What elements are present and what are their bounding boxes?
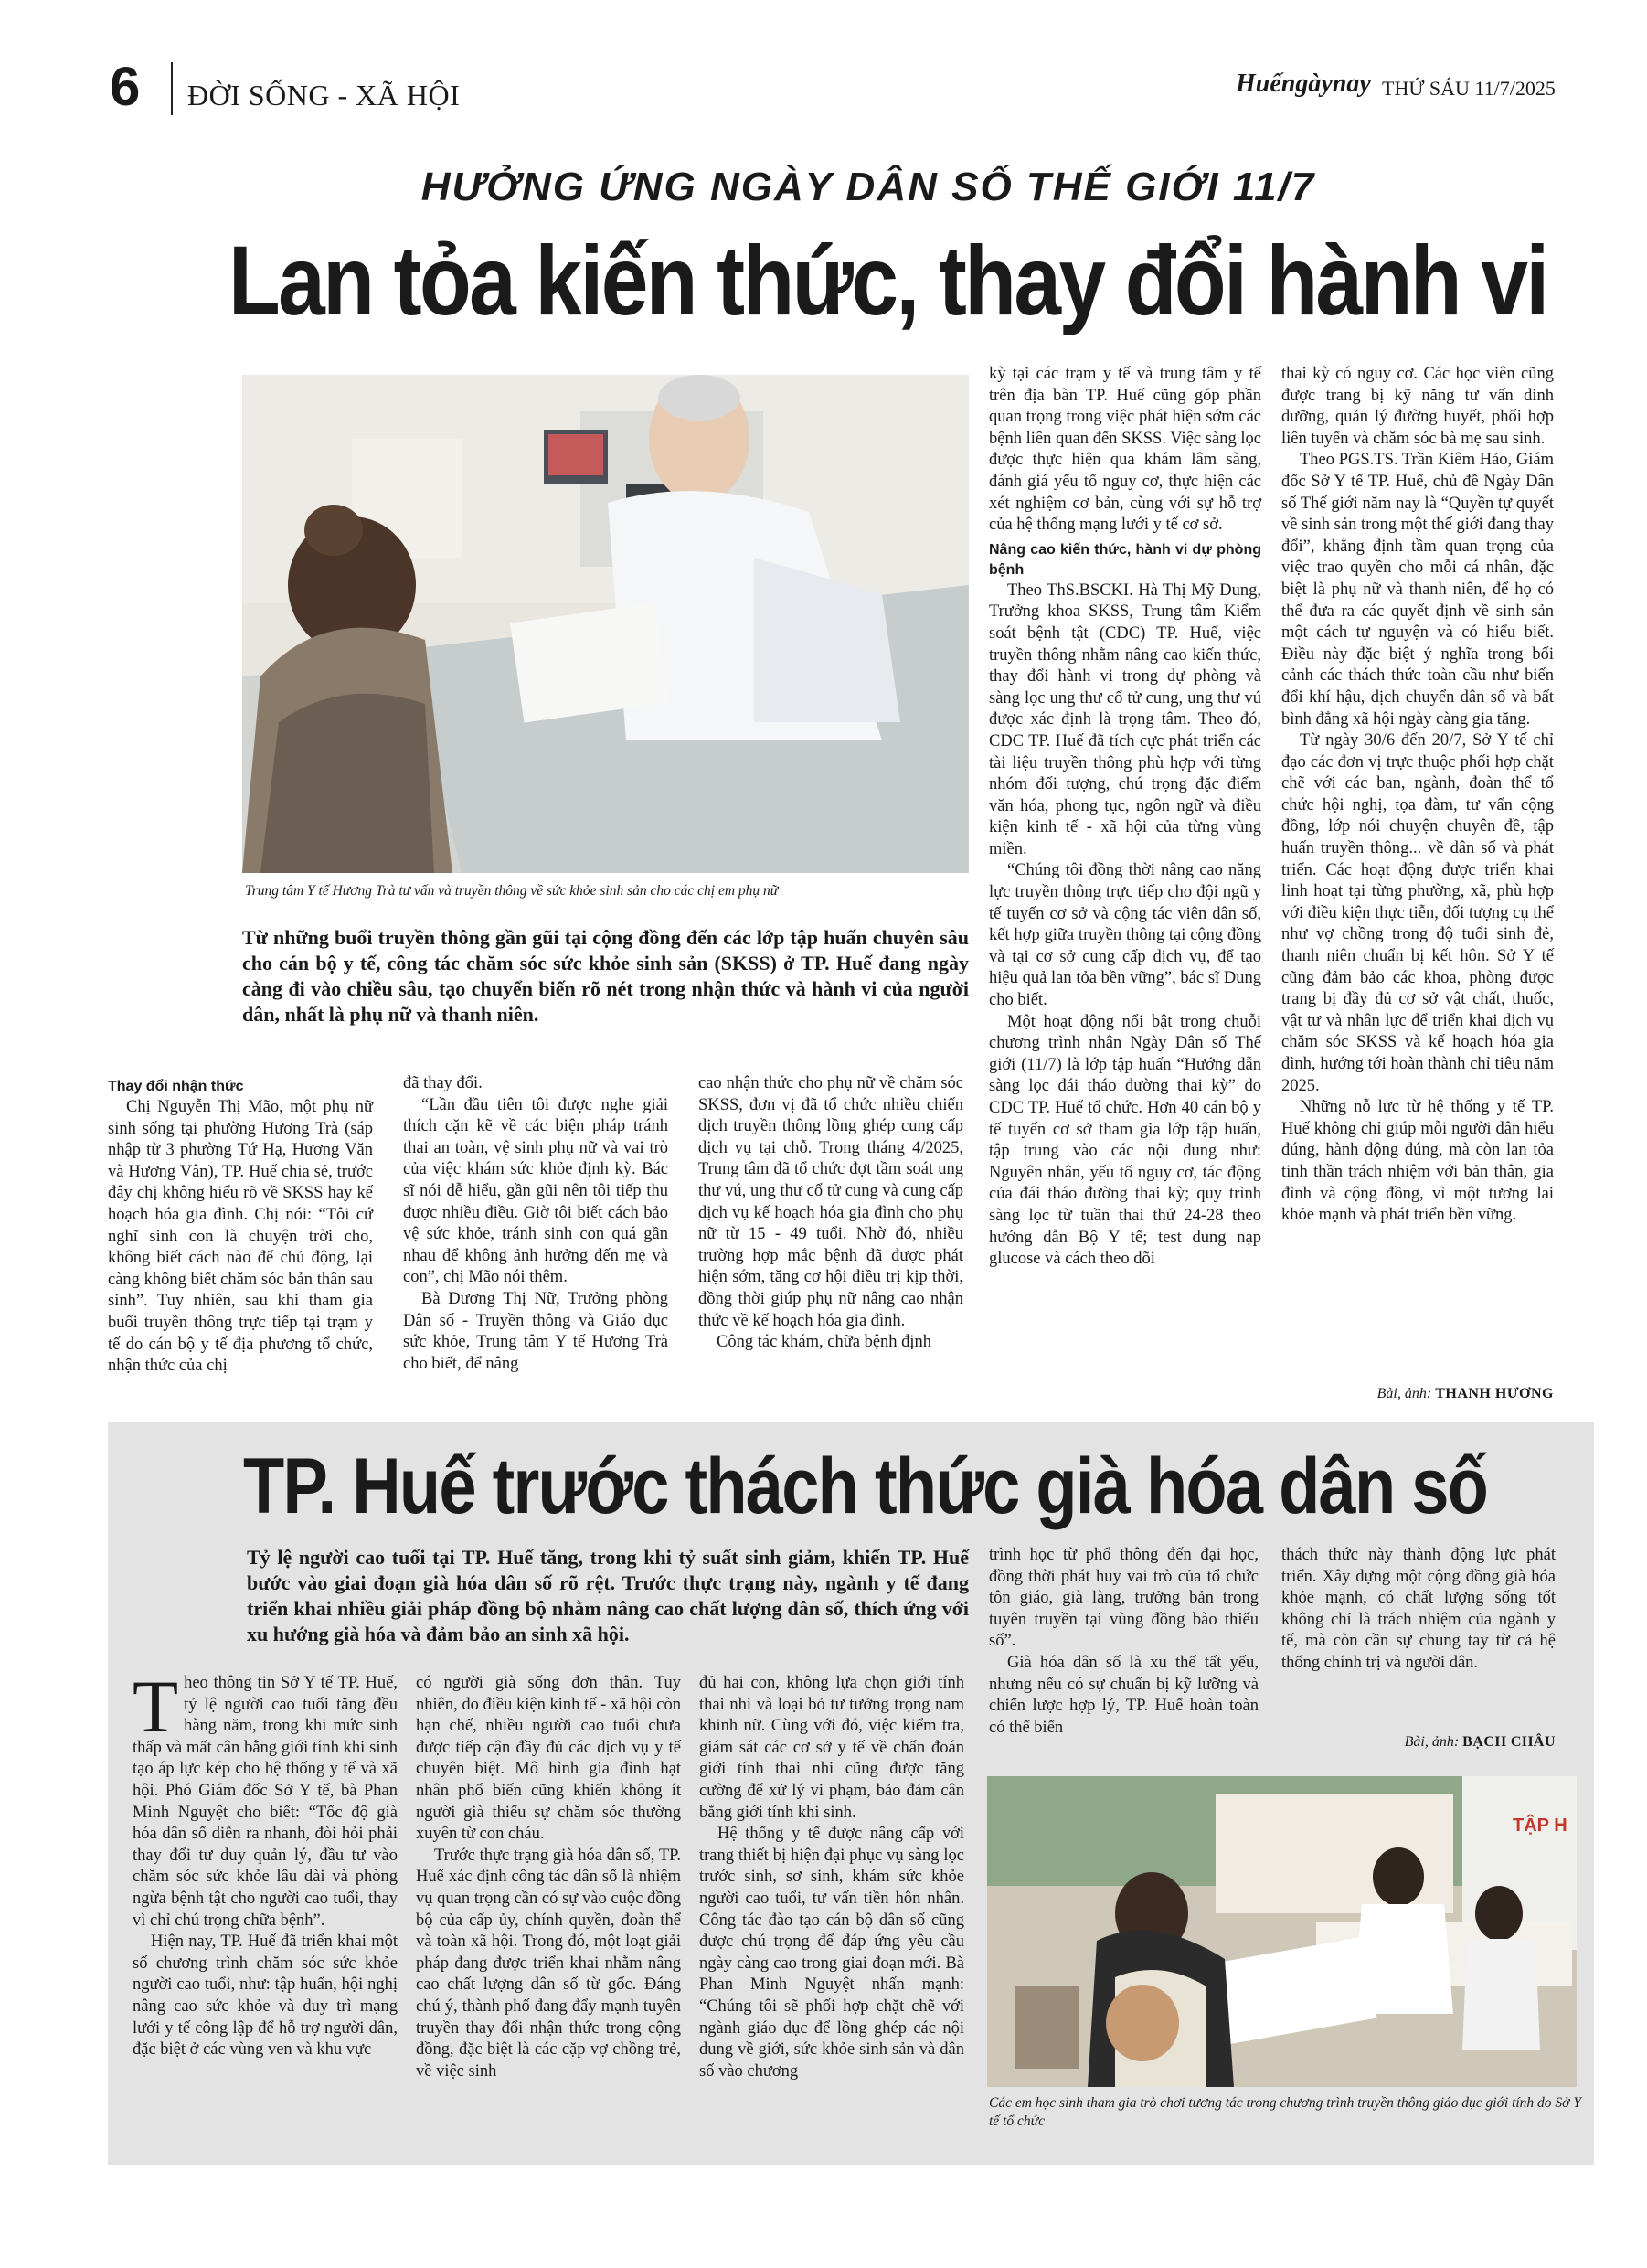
- article2-paragraph: có người già sống đơn thân. Tuy nhiên, do điều kiện kinh tế - xã hội còn hạn chế, nhiều người cao tuổi chưa được tiếp cận đầy đủ các dịch vụ y tế chuyên biệt. Mô hình gia đình hạt nhân phổ biến cũng khiến không ít người già thiếu sự chăm sóc thường xuyên từ con cháu.: [416, 1674, 681, 1844]
- article2-paragraph: trình học từ phổ thông đến đại học, đồng thời phát huy vai trò của tổ chức tôn giáo, già làng, trưởng bản trong tuyên truyền tại vùng đồng bào thiểu số”.: [989, 1546, 1259, 1651]
- article1-paragraph: cao nhận thức cho phụ nữ về chăm sóc SKSS, đơn vị đã tổ chức nhiều chiến dịch truyền thông lồng ghép cung cấp dịch vụ tại chỗ. Trong tháng 4/2025, Trung tâm đã tổ chức đợt tầm soát ung thư vú, ung thư cổ tử cung và cung cấp dịch vụ kế hoạch hóa gia đình cho phụ nữ từ 15 - 49 tuổi. Nhờ đó, nhiều trường hợp mắc bệnh đã được phát hiện sớm, tăng cơ hội điều trị kịp thời, đồng thời giúp phụ nữ nâng cao nhận thức về kế hoạch hóa gia đình.: [698, 1074, 963, 1330]
- article1-photo: [242, 375, 969, 873]
- article2-headline: TP. Huế trước thách thức già hóa dân số: [243, 1443, 1488, 1530]
- article1-paragraph: “Chúng tôi đồng thời nâng cao năng lực truyền thông trực tiếp cho đội ngũ y tế tuyến cơ sở và cộng tác viên dân số, kết hợp giữa truyền thông tại cộng đồng và tại cơ sở cung cấp dịch vụ, để tạo hiệu quả lan tỏa bền vững”, bác sĩ Dung cho biết.: [989, 861, 1261, 1010]
- article1-headline: Lan tỏa kiến thức, thay đổi hành vi: [228, 225, 1547, 335]
- byline-label: Bài, ảnh:: [1404, 1734, 1460, 1750]
- byline-author: BẠCH CHÂU: [1462, 1734, 1556, 1750]
- article1-paragraph: thai kỳ có nguy cơ. Các học viên cũng được trang bị kỹ năng tư vấn dinh dưỡng, quản lý đường huyết, phối hợp liên tuyến và chăm sóc bà mẹ sau sinh.: [1281, 365, 1554, 448]
- article1-kicker: HƯỞNG ỨNG NGÀY DÂN SỐ THẾ GIỚI 11/7: [420, 165, 1316, 209]
- article1-subhead-2: Nâng cao kiến thức, hành vi dự phòng bệnh: [989, 541, 1261, 578]
- article2-paragraph: Hiện nay, TP. Huế đã triển khai một số chương trình chăm sóc sức khỏe người cao tuổi, như: tập huấn, hội nghị nâng cao sức khỏe và duy trì mạng lưới y tế công lập để hỗ trợ người dân, đặc biệt ở các vùng ven và khu vực: [133, 1933, 398, 2060]
- header-divider: [171, 62, 173, 115]
- article2-column-5: [1281, 1545, 1556, 1675]
- article1-paragraph: Công tác khám, chữa bệnh định: [717, 1333, 932, 1352]
- article2-column-3: [699, 1673, 964, 2082]
- banner-text: TẬP H: [1513, 1815, 1567, 1836]
- issue-date: THỨ SÁU 11/7/2025: [1382, 77, 1556, 100]
- byline-label: Bài, ảnh:: [1376, 1386, 1432, 1401]
- article2-column-2: [416, 1673, 681, 2082]
- article1-byline: [1281, 1386, 1554, 1402]
- article2-paragraph: Hệ thống y tế được nâng cấp với trang thiết bị hiện đại phục vụ sàng lọc trước sinh, sơ sinh, khám sức khỏe người cao tuổi, tư vấn tiền hôn nhân. Công tác đào tạo cán bộ dân số cũng được chú trọng để đáp ứng yêu cầu ngày càng cao trong giai đoạn mới. Bà Phan Minh Nguyệt nhấn mạnh: “Chúng tôi sẽ phối hợp chặt chẽ với ngành giáo dục để lồng ghép các nội dung về giới, sức khỏe sinh sản và dân số vào chương: [699, 1825, 964, 2081]
- article2-column-4: [989, 1545, 1259, 1739]
- article1-subhead-1: Thay đổi nhận thức: [108, 1079, 244, 1094]
- clinic-consultation-illustration: [242, 375, 969, 873]
- article1-paragraph: Bà Dương Thị Nữ, Trưởng phòng Dân số - Truyền thông và Giáo dục sức khỏe, Trung tâm Y tế Hương Trà cho biết, để nâng: [403, 1289, 668, 1373]
- article1-column-4: [989, 364, 1261, 1271]
- article1-paragraph: Theo PGS.TS. Trần Kiêm Hảo, Giám đốc Sở Y tế TP. Huế, chủ đề Ngày Dân số Thế giới năm nay là “Quyền tự quyết về sinh sản trong một thế giới đang thay đổi”, khẳng định tầm quan trọng của việc trao quyền cho mỗi cá nhân, đặc biệt là phụ nữ và thanh niên, để họ có thể đưa ra các quyết định về sinh sản một cách tự nguyện và có hiểu biết. Điều này đặc biệt ý nghĩa trong bối cảnh các thách thức toàn cầu như biến đổi khí hậu, dịch chuyển dân số và bất bình đẳng xã hội ngày càng gia tăng.: [1281, 451, 1554, 729]
- article2-paragraph: [133, 1665, 398, 1932]
- newspaper-name: Huếngàynay: [1236, 69, 1371, 98]
- article1-paragraph: đã thay đổi.: [403, 1074, 483, 1092]
- article1-column-2: [403, 1073, 668, 1375]
- drop-cap: T: [133, 1665, 179, 1748]
- article2-paragraph: đủ hai con, không lựa chọn giới tính thai nhi và loại bỏ tư tưởng trọng nam khinh nữ. Cùng với đó, việc kiểm tra, giám sát các cơ sở y tế về chẩn đoán giới tính thai nhi cũng được tăng cường để xử lý vi phạm, bảo đảm cân bằng giới tính khi sinh.: [699, 1674, 964, 1822]
- article1-photo-caption: Trung tâm Y tế Hương Trà tư vấn và truyền thông về sức khỏe sinh sản cho các chị em phụ nữ: [245, 883, 779, 899]
- article1-paragraph: Từ ngày 30/6 đến 20/7, Sở Y tế chỉ đạo các đơn vị trực thuộc phối hợp chặt chẽ với các ban, ngành, đoàn thể tổ chức hội nghị, tọa đàm, tư vấn cộng đồng, lớp nói chuyện chuyên đề, tập huấn truyền thông... về dân số và phát triển. Các hoạt động được triển khai linh hoạt tại từng phường, xã, phù hợp với điều kiện thực tiễn, đối tượng cụ thể như vợ chồng trong độ tuổi sinh đẻ, thanh niên chuẩn bị kết hôn. Sở Y tế cũng đảm bảo các khoa, phòng được trang bị đầy đủ cơ sở vật chất, thuốc, vật tư và nhân lực để triển khai dịch vụ chăm sóc SKSS và kế hoạch hóa gia đình, hướng tới hoàn thành chỉ tiêu năm 2025.: [1281, 731, 1554, 1095]
- article1-column-5: [1281, 364, 1554, 1227]
- article2-photo: [987, 1776, 1577, 2087]
- article2-lead: Tỷ lệ người cao tuổi tại TP. Huế tăng, trong khi tỷ suất sinh giảm, khiến TP. Huế bước vào giai đoạn già hóa dân số rõ rệt. Trước thực trạng này, ngành y tế đang triển khai nhiều giải pháp đồng bộ nhằm nâng cao chất lượng dân số, thích ứng với xu hướng già hóa và đảm bảo an sinh xã hội.: [247, 1546, 969, 1645]
- article1-paragraph: Những nỗ lực từ hệ thống y tế TP. Huế không chỉ giúp mỗi người dân hiểu đúng, hành động đúng, mà còn lan tỏa tinh thần trách nhiệm với bản thân, gia đình và cộng đồng, vì một tương lai khỏe mạnh và phát triển bền vững.: [1281, 1098, 1554, 1225]
- article2-photo-caption: Các em học sinh tham gia trò chơi tương tác trong chương trình truyền thông giáo dục giới tính do Sở Y tế tổ chức: [989, 2095, 1581, 2129]
- article2-paragraph: thách thức này thành động lực phát triển. Xây dựng một cộng đồng già hóa khỏe mạnh, có chất lượng sống tốt không chỉ là trách nhiệm của ngành y tế, mà còn cần sự chung tay từ cả hệ thống chính trị và người dân.: [1281, 1546, 1556, 1672]
- article1-column-3: [698, 1073, 963, 1354]
- article1-paragraph: Chị Nguyễn Thị Mão, một phụ nữ sinh sống tại phường Hương Trà (sáp nhập từ 3 phường Tứ Hạ, Hương Văn và Hương Vân), TP. Huế chia sẻ, trước đây chị không hiểu rõ về SKSS hay kế hoạch hóa gia đình. Chị nói: “Tôi cứ nghĩ sinh con là chuyện trời cho, không biết cách nào để chủ động, lại càng không biết chăm sóc bản thân sau sinh”. Tuy nhiên, sau khi tham gia buổi truyền thông trực tiếp tại trạm y tế do cán bộ y tế địa phương tổ chức, nhận thức của chị: [108, 1098, 373, 1376]
- article1-paragraph: kỳ tại các trạm y tế và trung tâm y tế trên địa bàn TP. Huế cũng góp phần quan trọng trong việc phát hiện sớm các bệnh liên quan đến SKSS. Việc sàng lọc được thực hiện qua khám lâm sàng, đánh giá yếu tố nguy cơ, thực hiện các xét nghiệm cơ bản, cùng với sự hỗ trợ của hệ thống mạng lưới y tế cơ sở.: [989, 365, 1261, 535]
- article2-paragraph: Trước thực trạng già hóa dân số, TP. Huế xác định công tác dân số là nhiệm vụ quan trọng cần có sự vào cuộc đồng bộ của cấp ủy, chính quyền, đoàn thể và toàn xã hội. Trong đó, một loạt giải pháp đang được triển khai nhằm nâng cao chất lượng dân số từ gốc. Đáng chú ý, thành phố đang đẩy mạnh tuyên truyền thay đổi nhận thức trong cộng đồng, đặc biệt là các cặp vợ chồng trẻ, về việc sinh: [416, 1846, 681, 2081]
- article1-paragraph: “Lần đầu tiên tôi được nghe giải thích cặn kẽ về các biện pháp tránh thai an toàn, vệ sinh phụ nữ và vai trò của việc khám sức khỏe định kỳ. Bác sĩ nói dễ hiểu, gần gũi nên tôi tiếp thu được nhiều điều. Giờ tôi biết cách bảo vệ sức khỏe, tránh sinh con quá gần nhau để không ảnh hưởng đến mẹ và con”, chị Mão nói thêm.: [403, 1095, 668, 1287]
- article2-byline: [1281, 1734, 1556, 1751]
- byline-author: THANH HƯƠNG: [1435, 1386, 1554, 1401]
- article1-column-1: [108, 1073, 373, 1378]
- article2-paragraph: Già hóa dân số là xu thế tất yếu, nhưng nếu có sự chuẩn bị kỹ lưỡng và chiến lược hợp lý, TP. Huế hoàn toàn có thể biến: [989, 1653, 1259, 1737]
- article1-paragraph: Một hoạt động nổi bật trong chuỗi chương trình nhân Ngày Dân số Thế giới (11/7) là lớp tập huấn “Hướng dẫn sàng lọc đái tháo đường thai kỳ” do CDC TP. Huế tổ chức. Hơn 40 cán bộ y tế tuyến cơ sở tham gia lớp tập huấn, tập trung vào các nội dung như: Nguyên nhân, yếu tố nguy cơ, tác động của đái tháo đường thai kỳ; quy trình sàng lọc từ tuần thai thứ 24-28 theo hướng dẫn Bộ Y tế; test dung nạp glucose và cách theo dõi: [989, 1012, 1261, 1269]
- students-activity-illustration: [987, 1776, 1577, 2087]
- section-title: ĐỜI SỐNG - XÃ HỘI: [187, 79, 461, 112]
- article2-paragraph-text: heo thông tin Sở Y tế TP. Huế, tỷ lệ người cao tuổi tăng đều hàng năm, trong khi mức sinh thấp và mất cân bằng giới tính khi sinh tạo áp lực kép cho hệ thống y tế và xã hội. Phó Giám đốc Sở Y tế, bà Phan Minh Nguyệt cho biết: “Tốc độ già hóa dân số diễn ra nhanh, đòi hỏi phải thay đổi tư duy quản lý, đầu tư vào chăm sóc sức khỏe lâu dài và phòng ngừa bệnh tật cho người cao tuổi, thay vì chỉ chú trọng chữa bệnh”.: [133, 1674, 398, 1930]
- article1-lead: Từ những buổi truyền thông gần gũi tại cộng đồng đến các lớp tập huấn chuyên sâu cho cán bộ y tế, công tác chăm sóc sức khỏe sinh sản (SKSS) ở TP. Huế đang ngày càng đi vào chiều sâu, tạo chuyển biến rõ nét trong nhận thức và hành vi của người dân, nhất là phụ nữ và thanh niên.: [242, 926, 969, 1026]
- page-number: 6: [110, 56, 141, 117]
- article1-paragraph: Theo ThS.BSCKI. Hà Thị Mỹ Dung, Trưởng khoa SKSS, Trung tâm Kiểm soát bệnh tật (CDC) TP. Huế, việc truyền thông nhằm nâng cao kiến thức, thay đổi hành vi trong dự phòng và sàng lọc ung thư cổ tử cung, ung thư vú được xác định là trọng tâm. Theo đó, CDC TP. Huế đã tích cực phát triển các tài liệu truyền thông phù hợp với từng nhóm đối tượng, chú trọng đặc điểm văn hóa, phong tục, ngôn ngữ và điều kiện kinh tế - xã hội của từng vùng miền.: [989, 580, 1261, 858]
- article2-column-1: [133, 1665, 398, 2061]
